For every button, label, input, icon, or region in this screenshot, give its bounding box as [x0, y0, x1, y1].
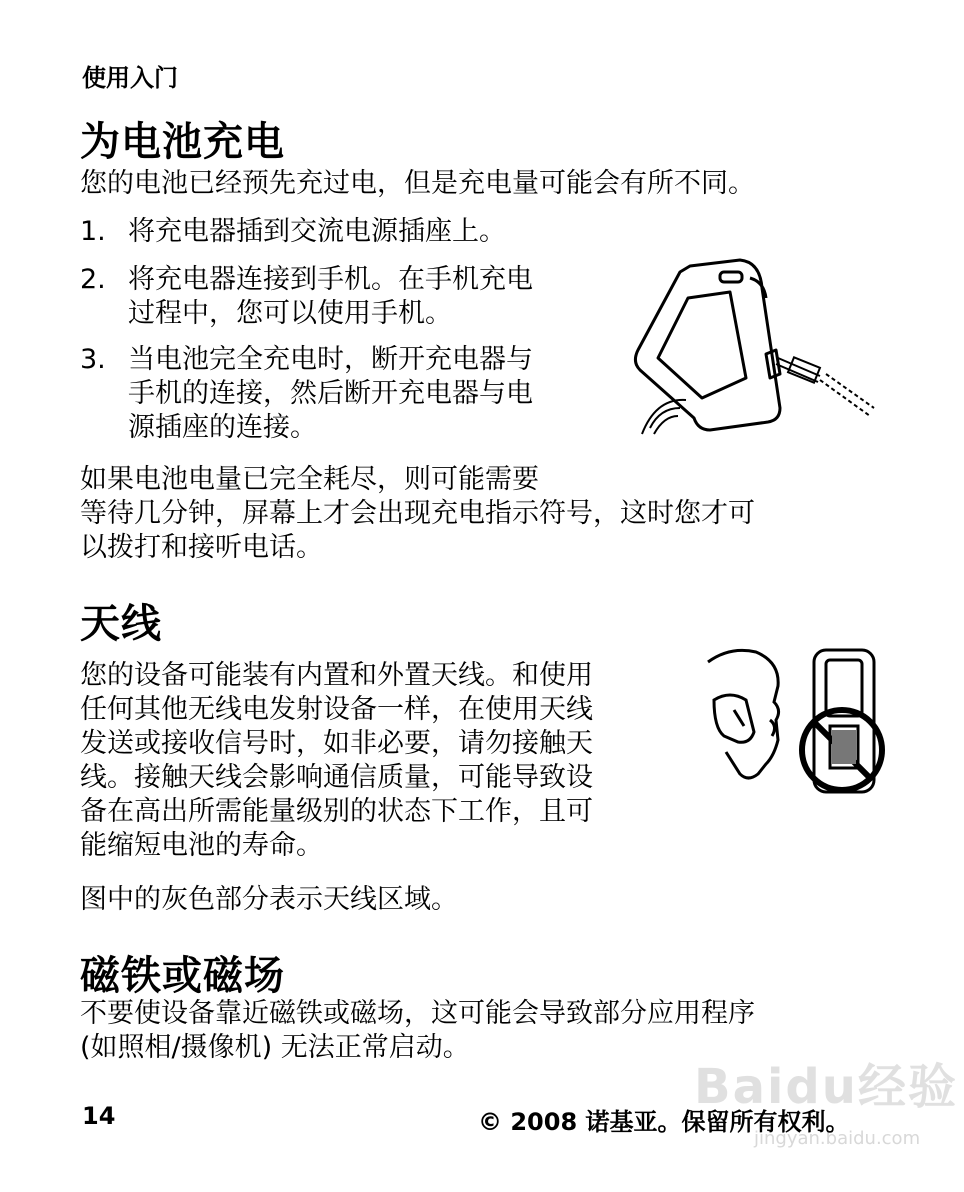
step-number: 2. [80, 264, 106, 295]
magnets-title: 磁铁或磁场 [80, 953, 285, 999]
step-text: 过程中，您可以使用手机。 [128, 298, 452, 329]
antenna-body-line: 发送或接收信号时，如非必要，请勿接触天 [80, 728, 593, 759]
antenna-body-line: 备在高出所需能量级别的状态下工作，且可 [80, 796, 593, 827]
antenna-body-line: 任何其他无线电发射设备一样，在使用天线 [80, 694, 593, 725]
step-text: 将充电器连接到手机。在手机充电 [128, 264, 533, 295]
charging-intro: 您的电池已经预先充过电，但是充电量可能会有所不同。 [80, 168, 755, 199]
charging-title: 为电池充电 [80, 119, 285, 165]
antenna-caption: 图中的灰色部分表示天线区域。 [80, 884, 458, 915]
antenna-body-line: 能缩短电池的寿命。 [80, 830, 323, 861]
charging-note-line: 如果电池电量已完全耗尽，则可能需要 [80, 464, 539, 495]
phone-charger-illustration [630, 258, 880, 438]
charging-note-line: 以拨打和接听电话。 [80, 532, 323, 563]
copyright-notice: © 2008 诺基亚。保留所有权利。 [478, 1108, 850, 1136]
charging-note-line: 等待几分钟，屏幕上才会出现充电指示符号，这时您才可 [80, 498, 755, 529]
step-text: 将充电器插到交流电源插座上。 [128, 216, 506, 247]
section-header: 使用入门 [82, 64, 178, 92]
watermark-url: jingyan.baidu.com [754, 1128, 921, 1149]
antenna-title: 天线 [80, 601, 162, 647]
watermark-logo: Baidu经验 [694, 1059, 958, 1115]
step-text: 源插座的连接。 [128, 412, 317, 443]
step-text: 当电池完全充电时，断开充电器与 [128, 344, 533, 375]
magnets-body-line: (如照相/摄像机) 无法正常启动。 [80, 1032, 470, 1063]
antenna-body-line: 您的设备可能装有内置和外置天线。和使用 [80, 660, 593, 691]
antenna-body-line: 线。接触天线会影响通信质量，可能导致设 [80, 762, 593, 793]
step-number: 3. [80, 344, 106, 375]
magnets-body-line: 不要使设备靠近磁铁或磁场，这可能会导致部分应用程序 [80, 998, 755, 1029]
page-number: 14 [82, 1102, 116, 1130]
step-text: 手机的连接，然后断开充电器与电 [128, 378, 533, 409]
antenna-illustration [700, 640, 890, 800]
step-number: 1. [80, 216, 106, 247]
